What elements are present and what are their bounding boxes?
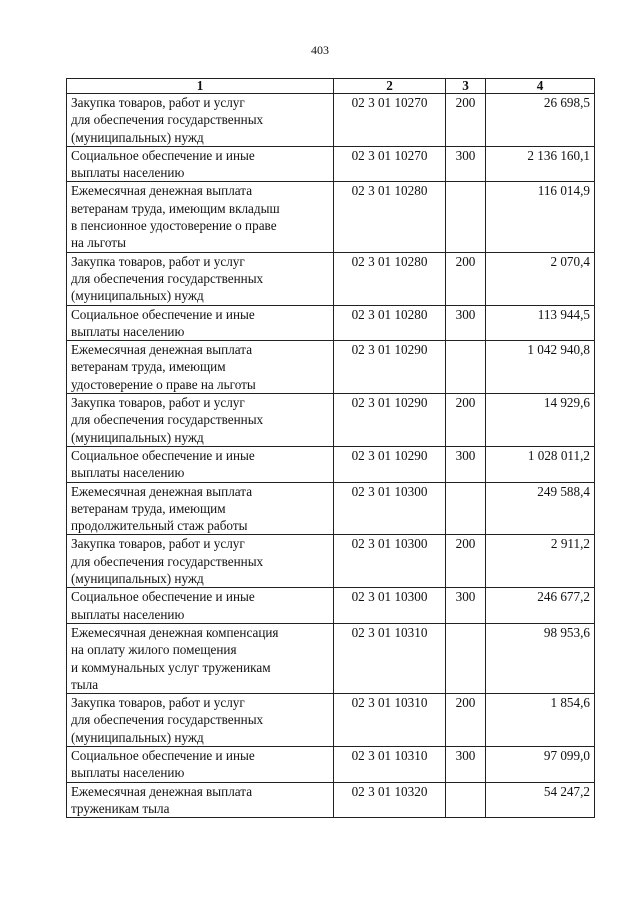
- header-row: [67, 79, 595, 94]
- amount-cell: 54 247,2: [486, 782, 595, 818]
- type-cell: [446, 623, 486, 693]
- amount-cell: 1 042 940,8: [486, 341, 595, 394]
- type-cell: 300: [446, 588, 486, 624]
- type-cell: [446, 341, 486, 394]
- code-cell: 02 3 01 10300: [334, 482, 446, 535]
- amount-cell: 97 099,0: [486, 746, 595, 782]
- code-cell: 02 3 01 10280: [334, 252, 446, 305]
- code-cell: 02 3 01 10290: [334, 446, 446, 482]
- code-cell: 02 3 01 10290: [334, 394, 446, 447]
- amount-cell: 98 953,6: [486, 623, 595, 693]
- name-cell: Закупка товаров, работ и услуг для обеспечения государственных (муниципальных) нужд: [67, 394, 334, 447]
- amount-cell: 249 588,4: [486, 482, 595, 535]
- amount-cell: 2 070,4: [486, 252, 595, 305]
- type-cell: 300: [446, 446, 486, 482]
- name-cell: Ежемесячная денежная компенсация на оплату жилого помещения и коммунальных услуг труженикам тыла: [67, 623, 334, 693]
- name-cell: Ежемесячная денежная выплата ветеранам труда, имеющим удостоверение о праве на льготы: [67, 341, 334, 394]
- type-cell: 200: [446, 252, 486, 305]
- table-row: [67, 588, 595, 624]
- name-cell: Ежемесячная денежная выплата ветеранам труда, имеющим вкладыш в пенсионное удостоверение о праве на льготы: [67, 182, 334, 252]
- name-cell: Социальное обеспечение и иные выплаты населению: [67, 446, 334, 482]
- table-row: [67, 746, 595, 782]
- name-cell: Социальное обеспечение и иные выплаты населению: [67, 146, 334, 182]
- table-row: [67, 623, 595, 693]
- name-cell: Социальное обеспечение и иные выплаты населению: [67, 588, 334, 624]
- type-cell: 300: [446, 746, 486, 782]
- table-row: [67, 782, 595, 818]
- code-cell: 02 3 01 10270: [334, 146, 446, 182]
- code-cell: 02 3 01 10270: [334, 94, 446, 147]
- table-row: [67, 341, 595, 394]
- amount-cell: 14 929,6: [486, 394, 595, 447]
- name-cell: Закупка товаров, работ и услуг для обеспечения государственных (муниципальных) нужд: [67, 94, 334, 147]
- name-cell: Ежемесячная денежная выплата труженикам тыла: [67, 782, 334, 818]
- amount-cell: 116 014,9: [486, 182, 595, 252]
- name-cell: Закупка товаров, работ и услуг для обеспечения государственных (муниципальных) нужд: [67, 535, 334, 588]
- table-row: [67, 482, 595, 535]
- table-row: [67, 146, 595, 182]
- code-cell: 02 3 01 10290: [334, 341, 446, 394]
- amount-cell: 26 698,5: [486, 94, 595, 147]
- table-row: [67, 446, 595, 482]
- type-cell: 200: [446, 94, 486, 147]
- code-cell: 02 3 01 10300: [334, 588, 446, 624]
- code-cell: 02 3 01 10280: [334, 182, 446, 252]
- type-cell: 300: [446, 146, 486, 182]
- name-cell: Социальное обеспечение и иные выплаты населению: [67, 305, 334, 341]
- amount-cell: 1 028 011,2: [486, 446, 595, 482]
- header-col-2: 2: [334, 79, 446, 94]
- page-number: 403: [311, 43, 329, 57]
- type-cell: [446, 782, 486, 818]
- code-cell: 02 3 01 10280: [334, 305, 446, 341]
- table-row: [67, 535, 595, 588]
- table-row: [67, 694, 595, 747]
- type-cell: 200: [446, 535, 486, 588]
- code-cell: 02 3 01 10310: [334, 623, 446, 693]
- name-cell: Закупка товаров, работ и услуг для обеспечения государственных (муниципальных) нужд: [67, 252, 334, 305]
- amount-cell: 246 677,2: [486, 588, 595, 624]
- table-row: [67, 182, 595, 252]
- table-row: [67, 94, 595, 147]
- type-cell: 300: [446, 305, 486, 341]
- table-row: [67, 305, 595, 341]
- type-cell: 200: [446, 394, 486, 447]
- header-col-4: 4: [486, 79, 595, 94]
- table-row: [67, 394, 595, 447]
- amount-cell: 1 854,6: [486, 694, 595, 747]
- amount-cell: 113 944,5: [486, 305, 595, 341]
- header-col-3: 3: [446, 79, 486, 94]
- name-cell: Ежемесячная денежная выплата ветеранам труда, имеющим продолжительный стаж работы: [67, 482, 334, 535]
- amount-cell: 2 911,2: [486, 535, 595, 588]
- type-cell: [446, 182, 486, 252]
- type-cell: [446, 482, 486, 535]
- code-cell: 02 3 01 10310: [334, 694, 446, 747]
- table-row: [67, 252, 595, 305]
- amount-cell: 2 136 160,1: [486, 146, 595, 182]
- budget-table: [66, 78, 595, 818]
- header-col-1: 1: [67, 79, 334, 94]
- name-cell: Закупка товаров, работ и услуг для обеспечения государственных (муниципальных) нужд: [67, 694, 334, 747]
- name-cell: Социальное обеспечение и иные выплаты населению: [67, 746, 334, 782]
- type-cell: 200: [446, 694, 486, 747]
- code-cell: 02 3 01 10310: [334, 746, 446, 782]
- code-cell: 02 3 01 10320: [334, 782, 446, 818]
- table-body: [67, 94, 595, 818]
- code-cell: 02 3 01 10300: [334, 535, 446, 588]
